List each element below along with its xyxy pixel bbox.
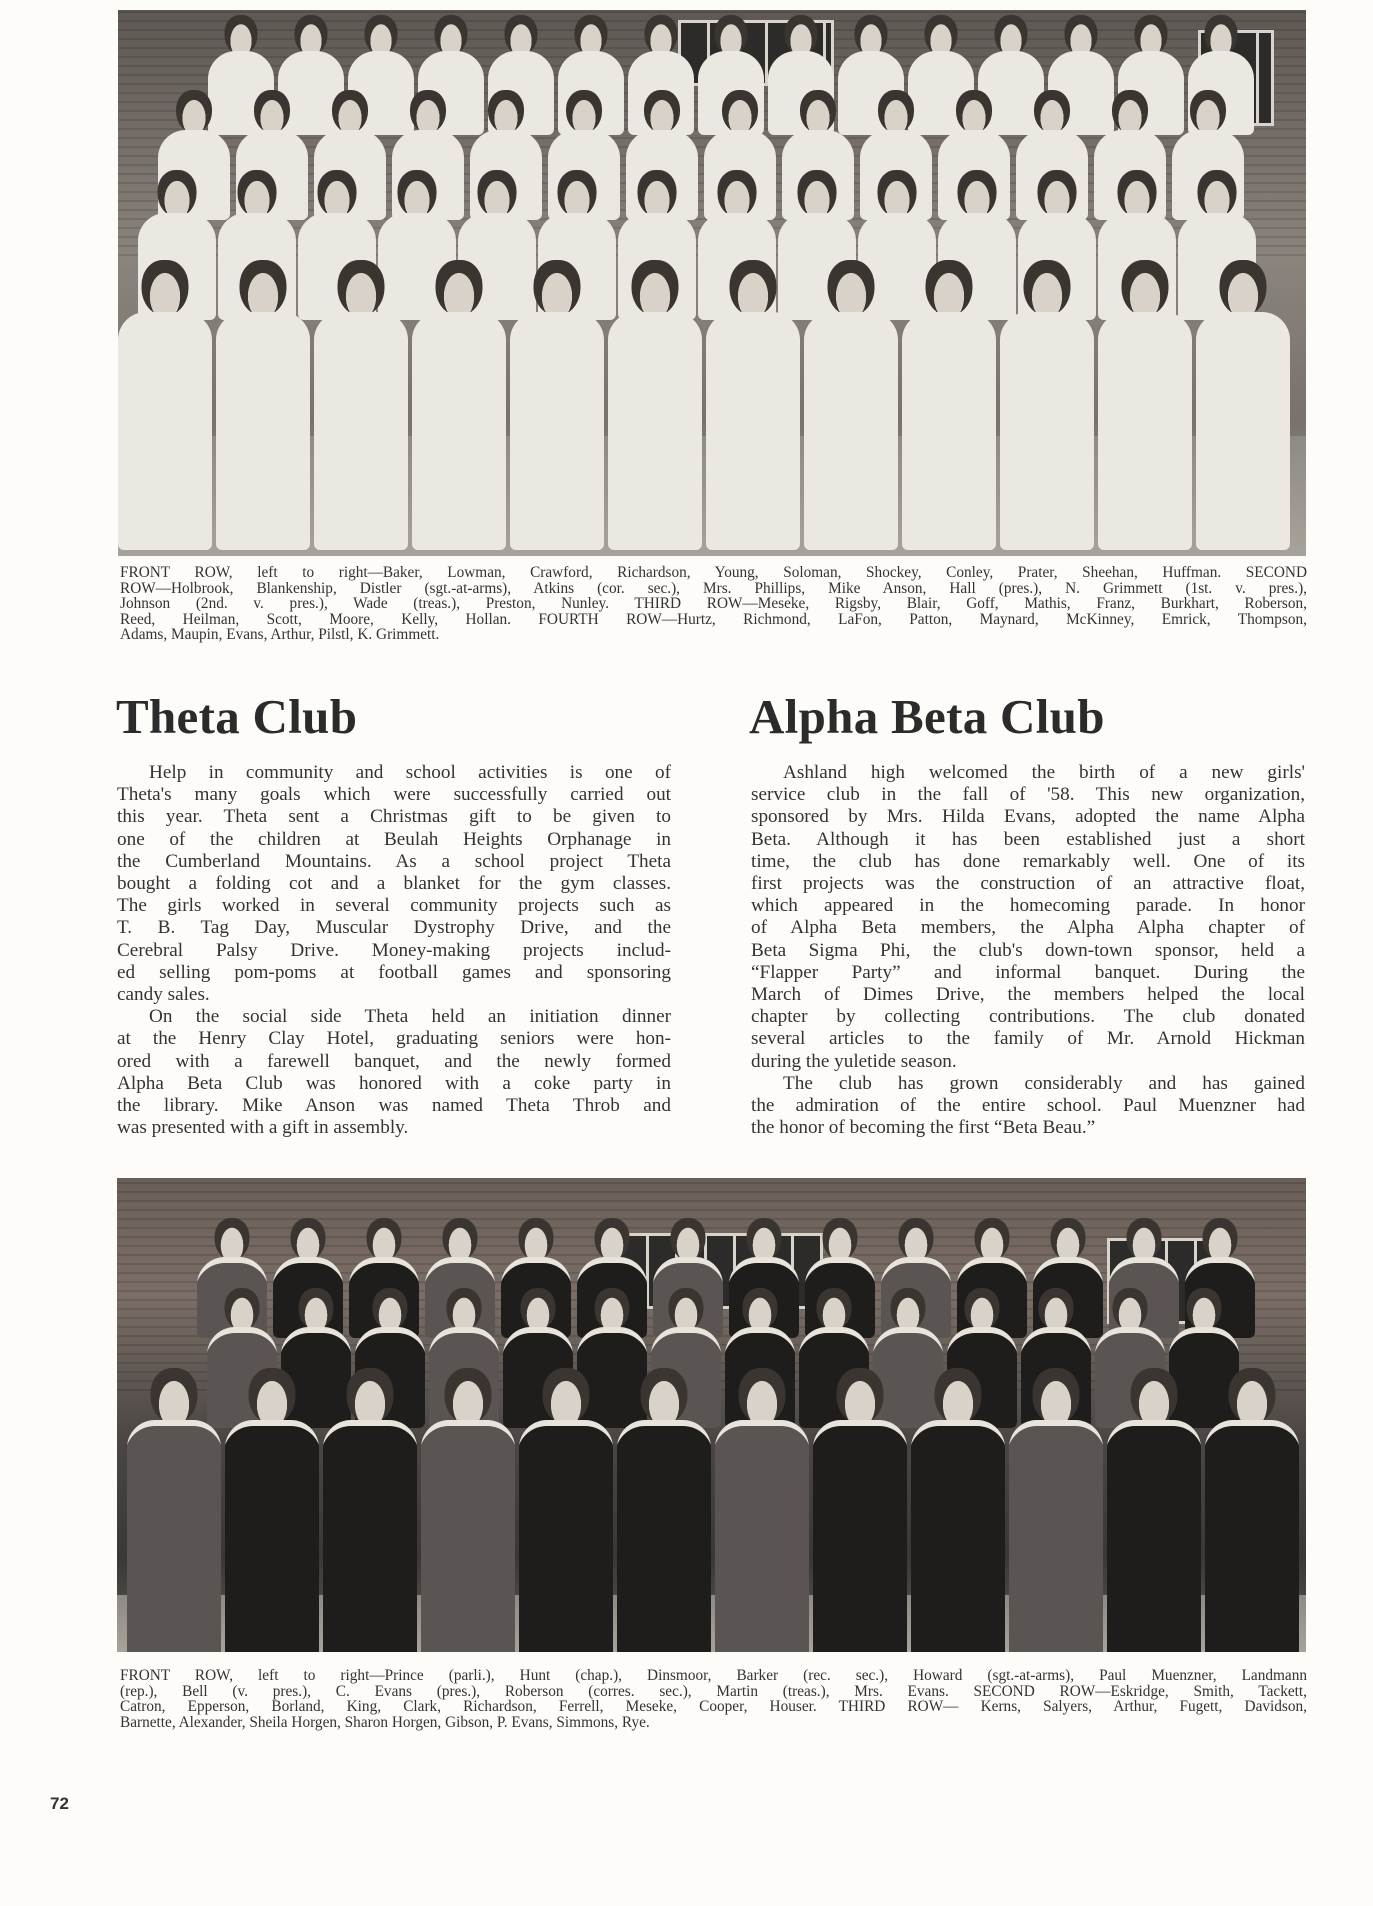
theta-club-group-photo bbox=[118, 10, 1306, 556]
text-line: The club has grown considerably and has gained bbox=[783, 1072, 1305, 1094]
text-line: FRONT ROW, left to right—Prince (parli.), Hunt (chap.), Dinsmoor, Barker (rec. sec.), Howard (sgt.-at-arms), Paul Muenzner, Landmann bbox=[120, 1667, 1307, 1684]
text-line: Theta's many goals which were successfully carried out bbox=[117, 784, 671, 806]
person-figure bbox=[1107, 1368, 1201, 1652]
person-figure bbox=[813, 1368, 907, 1652]
alpha-beta-club-title: Alpha Beta Club bbox=[749, 689, 1105, 744]
text-line: this year. Theta sent a Christmas gift to be given to bbox=[117, 806, 671, 828]
text-line: Beta. Although it has been established just a short bbox=[751, 828, 1305, 850]
alpha-beta-club-article bbox=[751, 762, 1305, 1139]
alpha-beta-club-group-photo bbox=[117, 1178, 1306, 1652]
person-figure bbox=[510, 260, 604, 550]
text-line: the library. Mike Anson was named Theta Throb and bbox=[117, 1095, 671, 1117]
person-figure bbox=[323, 1368, 417, 1652]
paragraph bbox=[751, 762, 1305, 1073]
page-number: 72 bbox=[50, 1794, 69, 1813]
text-line: chapter by collecting contributions. The club donated bbox=[751, 1006, 1305, 1028]
text-line: ROW—Holbrook, Blankenship, Distler (sgt.-at-arms), Atkins (cor. sec.), Mrs. Phillips, Mike Anson, Hall (pres.), N. Grimmett (1st. v. pres.), bbox=[120, 579, 1307, 597]
person-figure bbox=[421, 1368, 515, 1652]
text-line: T. B. Tag Day, Muscular Dystrophy Drive, and the bbox=[117, 917, 671, 939]
person-figure bbox=[1000, 260, 1094, 550]
text-line: the honor of becoming the first “Beta Beau.” bbox=[751, 1117, 1096, 1139]
text-line: On the social side Theta held an initiation dinner bbox=[149, 1006, 671, 1028]
text-line: March of Dimes Drive, the members helped the local bbox=[751, 984, 1305, 1006]
person-figure bbox=[706, 260, 800, 550]
text-line: Johnson (2nd. v. pres.), Wade (treas.), Preston, Nunley. THIRD ROW—Meseke, Rigsby, Blair, Goff, Mathis, Franz, Burkhart, Roberson, bbox=[120, 595, 1307, 613]
person-figure bbox=[216, 260, 310, 550]
text-line: at the Henry Clay Hotel, graduating seniors were hon- bbox=[117, 1028, 671, 1050]
text-line: The girls worked in several community projects such as bbox=[117, 895, 671, 917]
text-line: Help in community and school activities is one of bbox=[149, 762, 671, 783]
person-figure bbox=[1098, 260, 1192, 550]
paragraph bbox=[751, 1073, 1305, 1140]
person-figure bbox=[1009, 1368, 1103, 1652]
text-line: Beta Sigma Phi, the club's down-town sponsor, held a bbox=[751, 939, 1305, 961]
text-line: the Cumberland Mountains. As a school project Theta bbox=[117, 850, 671, 872]
text-line: Cerebral Palsy Drive. Money-making projects includ- bbox=[117, 939, 671, 961]
text-line: which appeared in the homecoming parade. In honor bbox=[751, 895, 1305, 917]
text-line: time, the club has done remarkably well. One of its bbox=[751, 850, 1305, 872]
person-figure bbox=[715, 1368, 809, 1652]
text-line: the admiration of the entire school. Paul Muenzner had bbox=[751, 1095, 1305, 1117]
text-line: FRONT ROW, left to right—Baker, Lowman, Crawford, Richardson, Young, Soloman, Shockey, Conley, Prater, Sheehan, Huffman. SECOND bbox=[120, 564, 1307, 581]
text-line: ed selling pom-poms at football games and sponsoring bbox=[117, 961, 671, 983]
text-line: first projects was the construction of an attractive float, bbox=[751, 873, 1305, 895]
text-line: one of the children at Beulah Heights Orphanage in bbox=[117, 828, 671, 850]
person-figure bbox=[608, 260, 702, 550]
person-figure bbox=[902, 260, 996, 550]
person-figure bbox=[617, 1368, 711, 1652]
person-figure bbox=[412, 260, 506, 550]
theta-club-title: Theta Club bbox=[116, 689, 358, 744]
text-line: Alpha Beta Club was honored with a coke party in bbox=[117, 1072, 671, 1094]
person-figure bbox=[911, 1368, 1005, 1652]
text-line: of Alpha Beta members, the Alpha Alpha chapter of bbox=[751, 917, 1305, 939]
person-figure bbox=[519, 1368, 613, 1652]
person-figure bbox=[1196, 260, 1290, 550]
text-line: ored with a farewell banquet, and the newly formed bbox=[117, 1050, 671, 1072]
theta-club-article bbox=[117, 762, 671, 1139]
text-line: “Flapper Party” and informal banquet. During the bbox=[751, 961, 1305, 983]
text-line: Catron, Epperson, Borland, King, Clark, Richardson, Ferrell, Meseke, Cooper, Houser. THIRD ROW— Kerns, Salyers, Arthur, Fugett, Davidson, bbox=[120, 1698, 1307, 1716]
theta-photo-caption bbox=[120, 565, 1307, 643]
text-line: sponsored by Mrs. Hilda Evans, adopted the name Alpha bbox=[751, 806, 1305, 828]
text-line: Adams, Maupin, Evans, Arthur, Pilstl, K. Grimmett. bbox=[120, 626, 440, 644]
text-line: (rep.), Bell (v. pres.), C. Evans (pres.), Roberson (corres. sec.), Martin (treas.), Mrs. Evans. SECOND ROW—Eskridge, Smith, Tackett, bbox=[120, 1682, 1307, 1700]
text-line: Reed, Heilman, Scott, Moore, Kelly, Hollan. FOURTH ROW—Hurtz, Richmond, LaFon, Patton, Maynard, McKinney, Emrick, Thompson, bbox=[120, 610, 1307, 628]
text-line: Ashland high welcomed the birth of a new girls' bbox=[783, 762, 1305, 783]
paragraph bbox=[117, 762, 671, 1006]
person-figure bbox=[118, 260, 212, 550]
person-figure bbox=[225, 1368, 319, 1652]
person-figure bbox=[804, 260, 898, 550]
text-line: Barnette, Alexander, Sheila Horgen, Sharon Horgen, Gibson, P. Evans, Simmons, Rye. bbox=[120, 1713, 650, 1731]
alpha-beta-photo-caption bbox=[120, 1668, 1307, 1730]
person-figure bbox=[127, 1368, 221, 1652]
paragraph bbox=[117, 1006, 671, 1139]
person-figure bbox=[1205, 1368, 1299, 1652]
text-line: several articles to the family of Mr. Arnold Hickman bbox=[751, 1028, 1305, 1050]
text-line: candy sales. bbox=[117, 984, 210, 1006]
text-line: during the yuletide season. bbox=[751, 1050, 957, 1072]
text-line: service club in the fall of '58. This new organization, bbox=[751, 784, 1305, 806]
text-line: bought a folding cot and a blanket for the gym classes. bbox=[117, 873, 671, 895]
text-line: was presented with a gift in assembly. bbox=[117, 1117, 409, 1139]
person-figure bbox=[314, 260, 408, 550]
